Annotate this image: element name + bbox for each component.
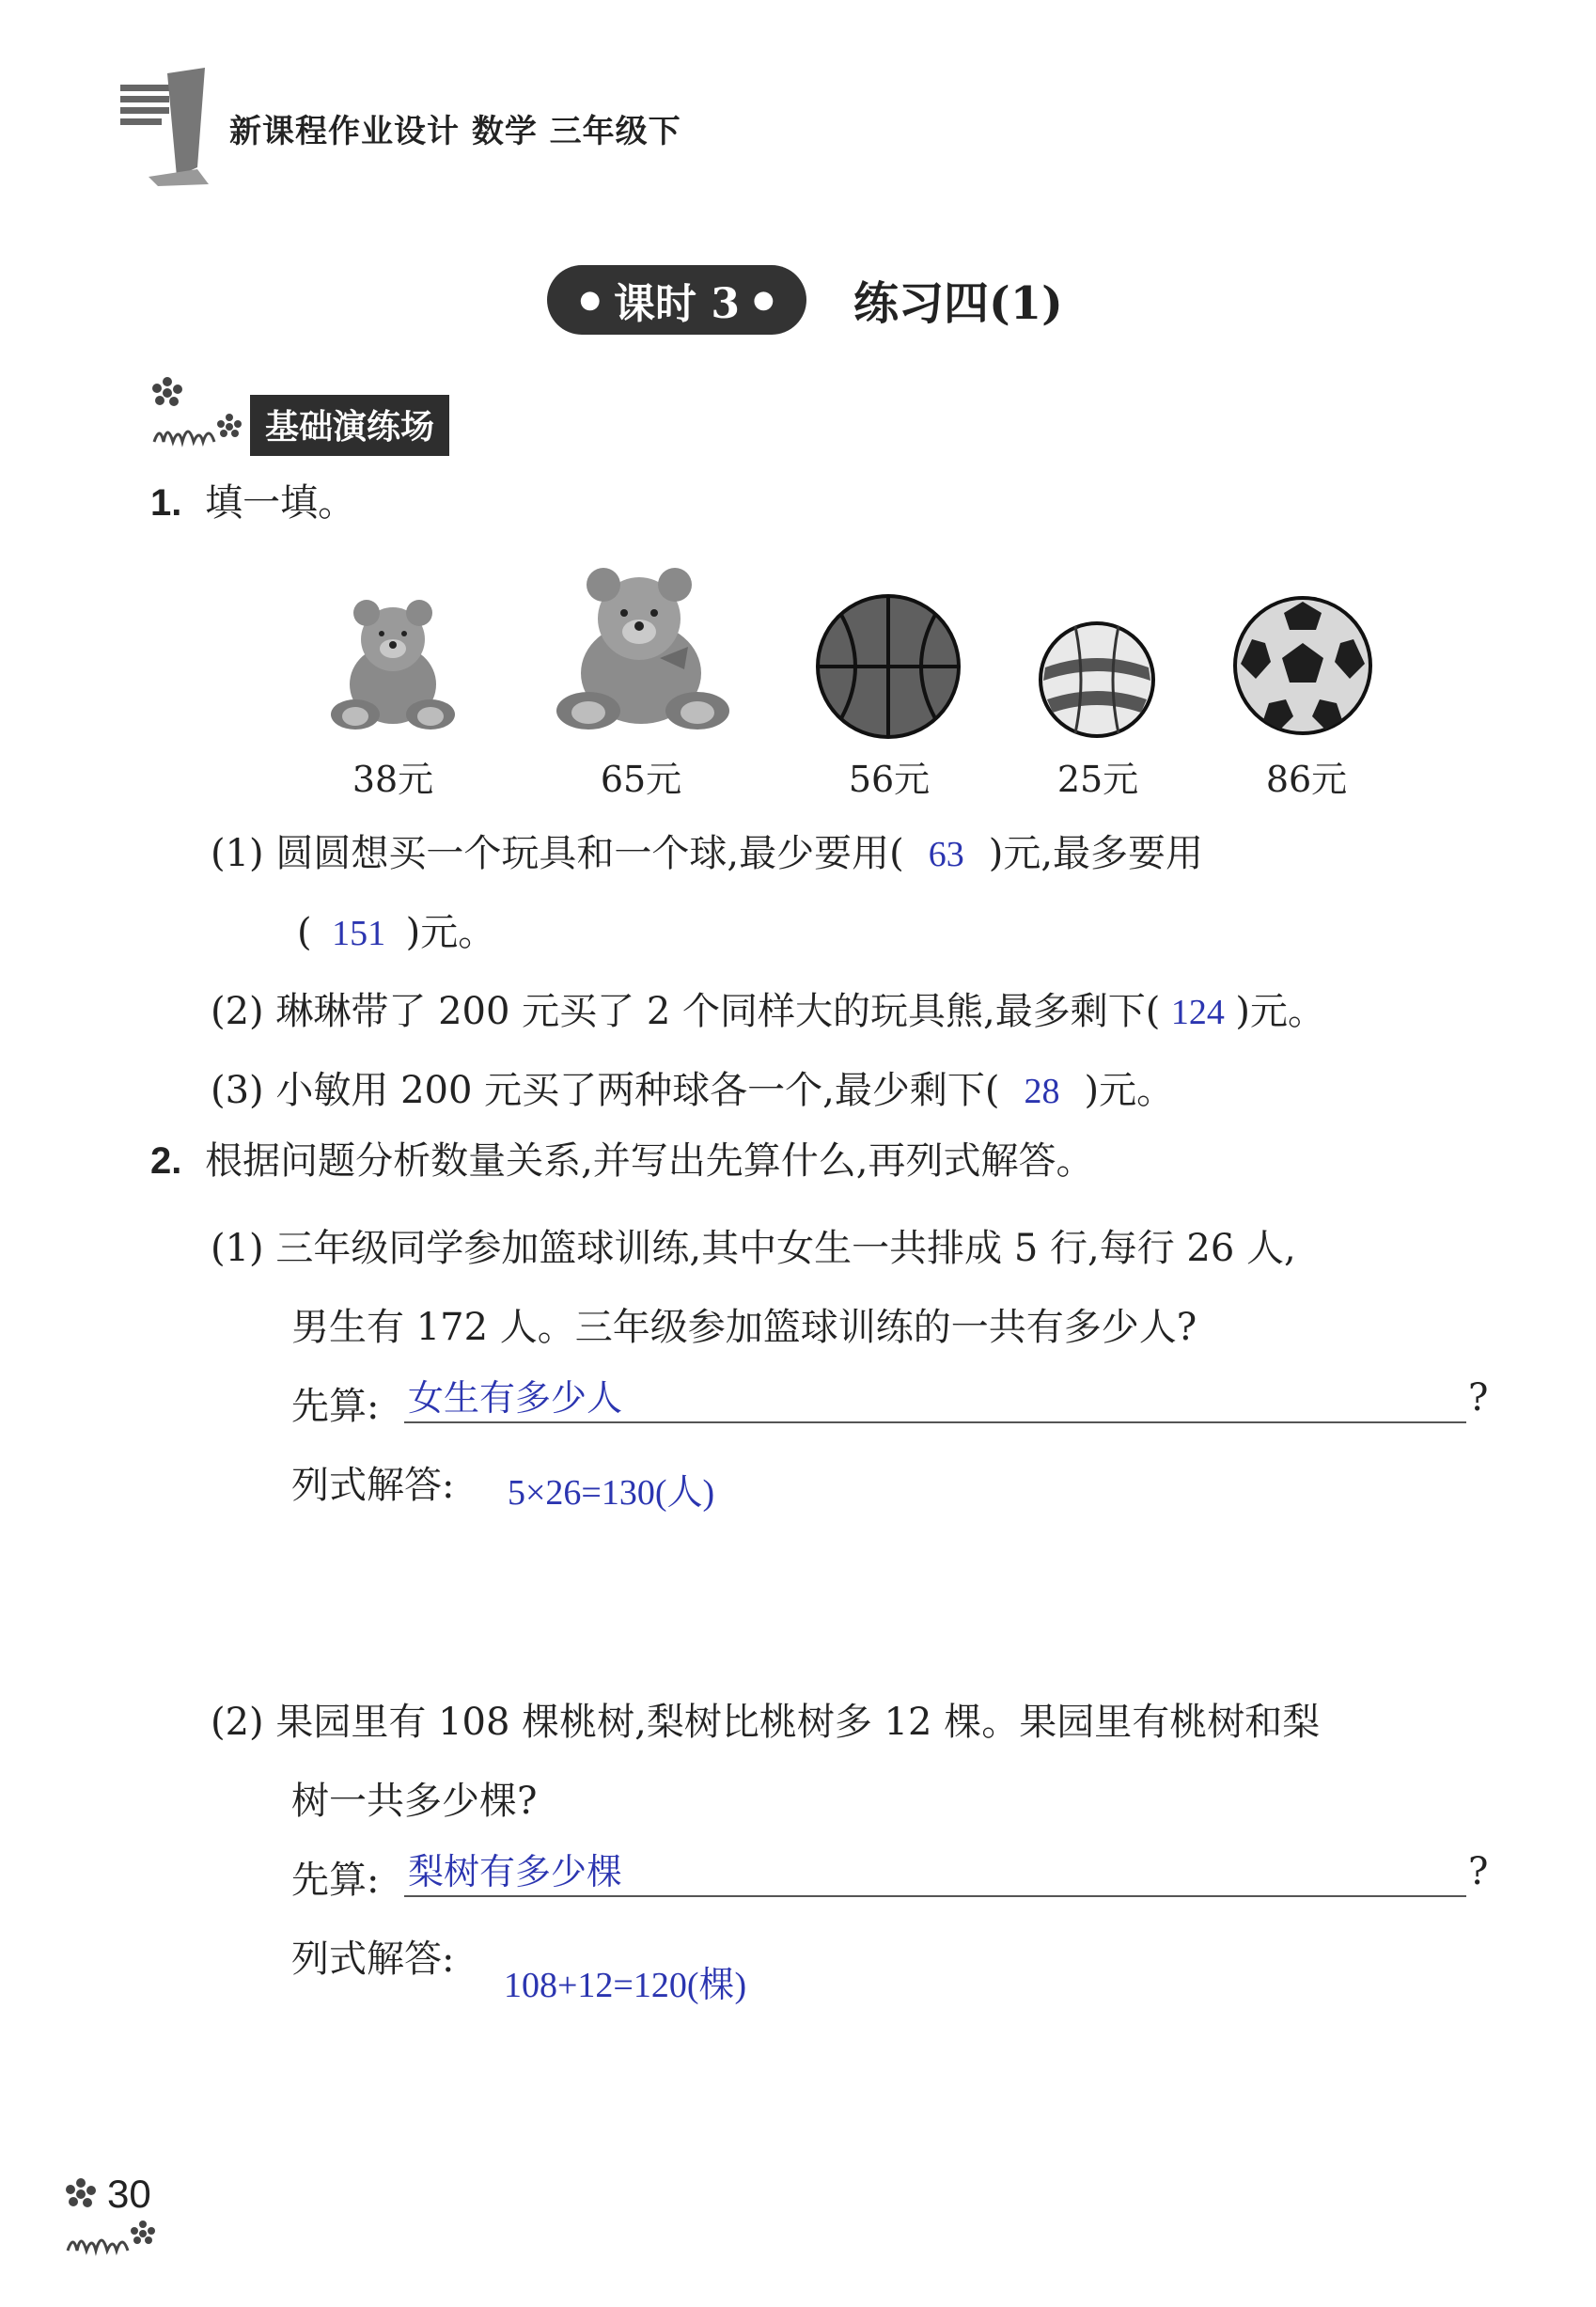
q1-sub1-answer-max: 151 (332, 914, 386, 953)
small-bear-image (318, 592, 468, 737)
header-logo-icon (111, 64, 214, 186)
q1-sub2-text-b: )元。 (1235, 990, 1325, 1033)
q1-sub1-line1 (211, 824, 1203, 877)
lesson-badge (547, 265, 806, 335)
price-small-bear: 38元 (352, 759, 434, 800)
bullet-icon: ● (752, 286, 775, 314)
q2-sub1-label: (1) (211, 1227, 264, 1270)
page-number: 30 (107, 2172, 151, 2216)
q1-sub3-text-a: 小敏用 200 元买了两种球各一个,最少剩下( (275, 1069, 1000, 1112)
q1-prompt-text: 填一填。 (205, 481, 356, 525)
q1-sub3-text-b: )元。 (1084, 1069, 1175, 1112)
q1-sub1-text-a: 圆圆想买一个玩具和一个球,最少要用( (275, 832, 904, 875)
q2-sub2-line1 (211, 1692, 1320, 1746)
q2-number: 2. (150, 1140, 182, 1182)
lesson-badge-text: 课时 3 (614, 280, 740, 328)
q2-prompt-text: 根据问题分析数量关系,并写出先算什么,再列式解答。 (205, 1139, 1094, 1183)
q2-sub2-first-answer: 梨树有多少棵 (408, 1851, 623, 1892)
q1-sub3 (211, 1060, 1174, 1114)
beach-ball-image (1038, 620, 1156, 743)
price-soccer-ball: 86元 (1265, 759, 1348, 800)
q1-sub1-answer-min: 63 (928, 835, 964, 874)
q2-sub1-first-answer: 女生有多少人 (408, 1377, 623, 1419)
header-title: 新课程作业设计 数学 三年级下 (229, 113, 681, 150)
q2-sub1-text-1: 三年级同学参加篮球训练,其中女生一共排成 5 行,每行 26 人, (275, 1227, 1296, 1270)
q2-sub2-qmark: ? (1468, 1850, 1489, 1893)
q2-sub2-solve-answer: 108+12=120(棵) (504, 1966, 747, 2005)
q2-sub1-line1 (211, 1218, 1296, 1272)
flower-grass-icon (147, 372, 250, 447)
q1-sub2-answer: 124 (1170, 993, 1225, 1032)
q2-sub2-line2: 树一共多少棵? (291, 1780, 538, 1823)
q2-sub1-first-label: 先算: (291, 1385, 380, 1428)
q1-sub1-text-b: )元,最多要用 (988, 832, 1204, 875)
q1-prompt (150, 481, 355, 525)
q2-sub2-label: (2) (211, 1701, 264, 1744)
q1-number: 1. (150, 482, 182, 524)
lesson-title: 练习四(1) (853, 277, 1063, 330)
q2-sub2-first-label: 先算: (291, 1859, 380, 1902)
bullet-icon: ● (579, 286, 602, 314)
q2-sub1-solve-label: 列式解答: (291, 1464, 455, 1507)
q1-sub3-answer: 28 (1024, 1072, 1060, 1111)
q2-sub1-solve-answer: 5×26=130(人) (508, 1473, 715, 1513)
q2-sub1-qmark: ? (1468, 1376, 1489, 1420)
price-large-bear: 65元 (600, 759, 682, 800)
q2-sub2-text-1: 果园里有 108 棵桃树,梨树比桃树多 12 棵。果园里有桃树和梨 (275, 1701, 1321, 1744)
section-tag: 基础演练场 (250, 395, 449, 456)
q2-sub2-answer-line (404, 1895, 1466, 1897)
q2-prompt (150, 1139, 1094, 1183)
q2-sub1-answer-line (404, 1421, 1466, 1423)
q2-sub2-solve-label: 列式解答: (291, 1938, 455, 1981)
q1-sub1-text-c: ( (297, 911, 312, 954)
basketball-image (814, 592, 962, 745)
q1-sub3-label: (3) (211, 1069, 264, 1112)
q1-sub2 (211, 981, 1325, 1035)
q1-sub1-line2 (297, 902, 495, 956)
q1-sub1-text-d: )元。 (405, 911, 496, 954)
large-bear-image (547, 564, 739, 737)
soccer-ball-image (1231, 594, 1374, 741)
q1-sub2-text-a: 琳琳带了 200 元买了 2 个同样大的玩具熊,最多剩下( (275, 990, 1161, 1033)
q1-sub1-label: (1) (211, 832, 264, 875)
q1-sub2-label: (2) (211, 990, 264, 1033)
price-beach-ball: 25元 (1056, 759, 1139, 800)
q2-sub1-line2: 男生有 172 人。三年级参加篮球训练的一共有多少人? (291, 1306, 1197, 1349)
price-basketball: 56元 (848, 759, 931, 800)
